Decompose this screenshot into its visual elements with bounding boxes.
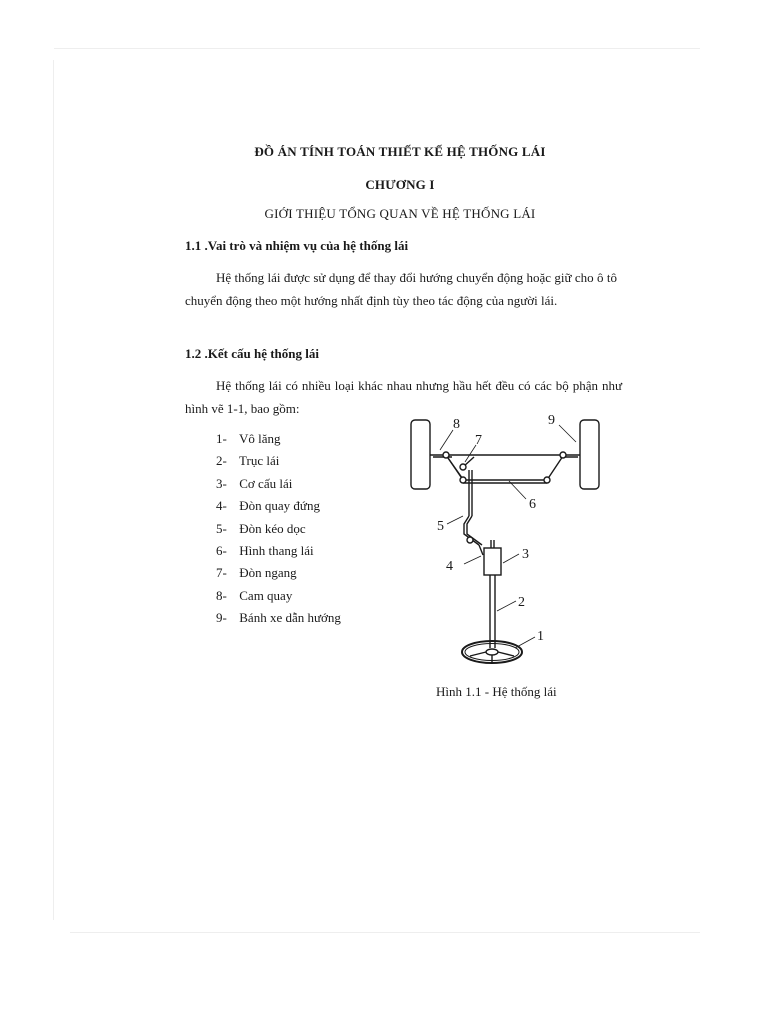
list-item-number: 7- (216, 565, 227, 581)
joint (560, 452, 566, 458)
joint (460, 464, 466, 470)
list-item-label: Cam quay (239, 587, 293, 603)
chapter-subtitle: GIỚI THIỆU TỔNG QUAN VỀ HỆ THỐNG LÁI (264, 206, 536, 221)
figure-label-8: 8 (453, 417, 460, 432)
list-item (216, 450, 341, 472)
list-item (216, 428, 341, 450)
list-item-number: 2- (216, 453, 227, 469)
list-item-number: 9- (216, 610, 227, 626)
right-wheel (580, 420, 599, 489)
section-heading-1-1: 1.1 .Vai trò và nhiệm vụ của hệ thống lái (185, 238, 409, 253)
parts-list (216, 428, 341, 630)
list-item-label: Bánh xe dẫn hướng (239, 610, 341, 626)
list-item (216, 518, 341, 540)
chapter-label: CHƯƠNG I (365, 177, 435, 192)
list-item-label: Cơ cấu lái (239, 475, 293, 491)
list-item-label: Hình thang lái (239, 542, 314, 558)
figure-label-6: 6 (529, 497, 536, 512)
joint (460, 477, 466, 483)
figure-label-3: 3 (522, 547, 529, 562)
list-item-number: 4- (216, 498, 227, 514)
figure-label-4: 4 (446, 559, 453, 574)
list-item (216, 495, 341, 517)
list-item-number: 8- (216, 587, 227, 603)
page-border-top (54, 48, 700, 49)
list-item (216, 473, 341, 495)
list-item-number: 1- (216, 431, 227, 446)
list-item (216, 540, 341, 562)
figure-label-7: 7 (475, 433, 482, 448)
list-item-label: Đòn kéo dọc (239, 520, 306, 536)
list-item-number: 6- (216, 542, 227, 558)
left-wheel (411, 420, 430, 489)
steering-gear-box (484, 548, 501, 575)
list-item-label: Trục lái (239, 453, 280, 469)
section-paragraph-1-1: Hệ thống lái được sử dụng để thay đổi hướng chuyển động hoặc giữ cho ô tô chuyển động theo một hướng nhất định tùy theo tác động của người lái. (185, 270, 617, 308)
joint (467, 537, 473, 543)
figure-label-5: 5 (437, 519, 444, 534)
figure-label-2: 2 (518, 595, 525, 610)
section-paragraph-1-2: Hệ thống lái có nhiều loại khác nhau nhưng hầu hết đều có các bộ phận như hình vẽ 1-1, bao gồm: (185, 378, 622, 416)
section-heading-1-2: 1.2 .Kết cấu hệ thống lái (185, 346, 319, 361)
joint (443, 452, 449, 458)
list-item-number: 5- (216, 520, 227, 536)
page-border-bottom (70, 932, 700, 933)
figure-label-1: 1 (537, 629, 544, 644)
pitman-arm (479, 545, 483, 555)
list-item-label: Đòn ngang (239, 565, 297, 581)
steering-system-diagram (396, 405, 616, 675)
list-item-number: 3- (216, 475, 227, 491)
list-item (216, 607, 341, 629)
list-item (216, 585, 341, 607)
figure-caption: Hình 1.1 - Hệ thống lái (436, 684, 557, 699)
list-item (216, 562, 341, 584)
document-title: ĐỒ ÁN TÍNH TOÁN THIẾT KẾ HỆ THỐNG LÁI (254, 144, 546, 159)
list-item-label: Đòn quay đứng (239, 498, 320, 514)
joint (544, 477, 550, 483)
list-item-label: Vô lăng (239, 431, 281, 446)
figure-label-9: 9 (548, 413, 555, 428)
